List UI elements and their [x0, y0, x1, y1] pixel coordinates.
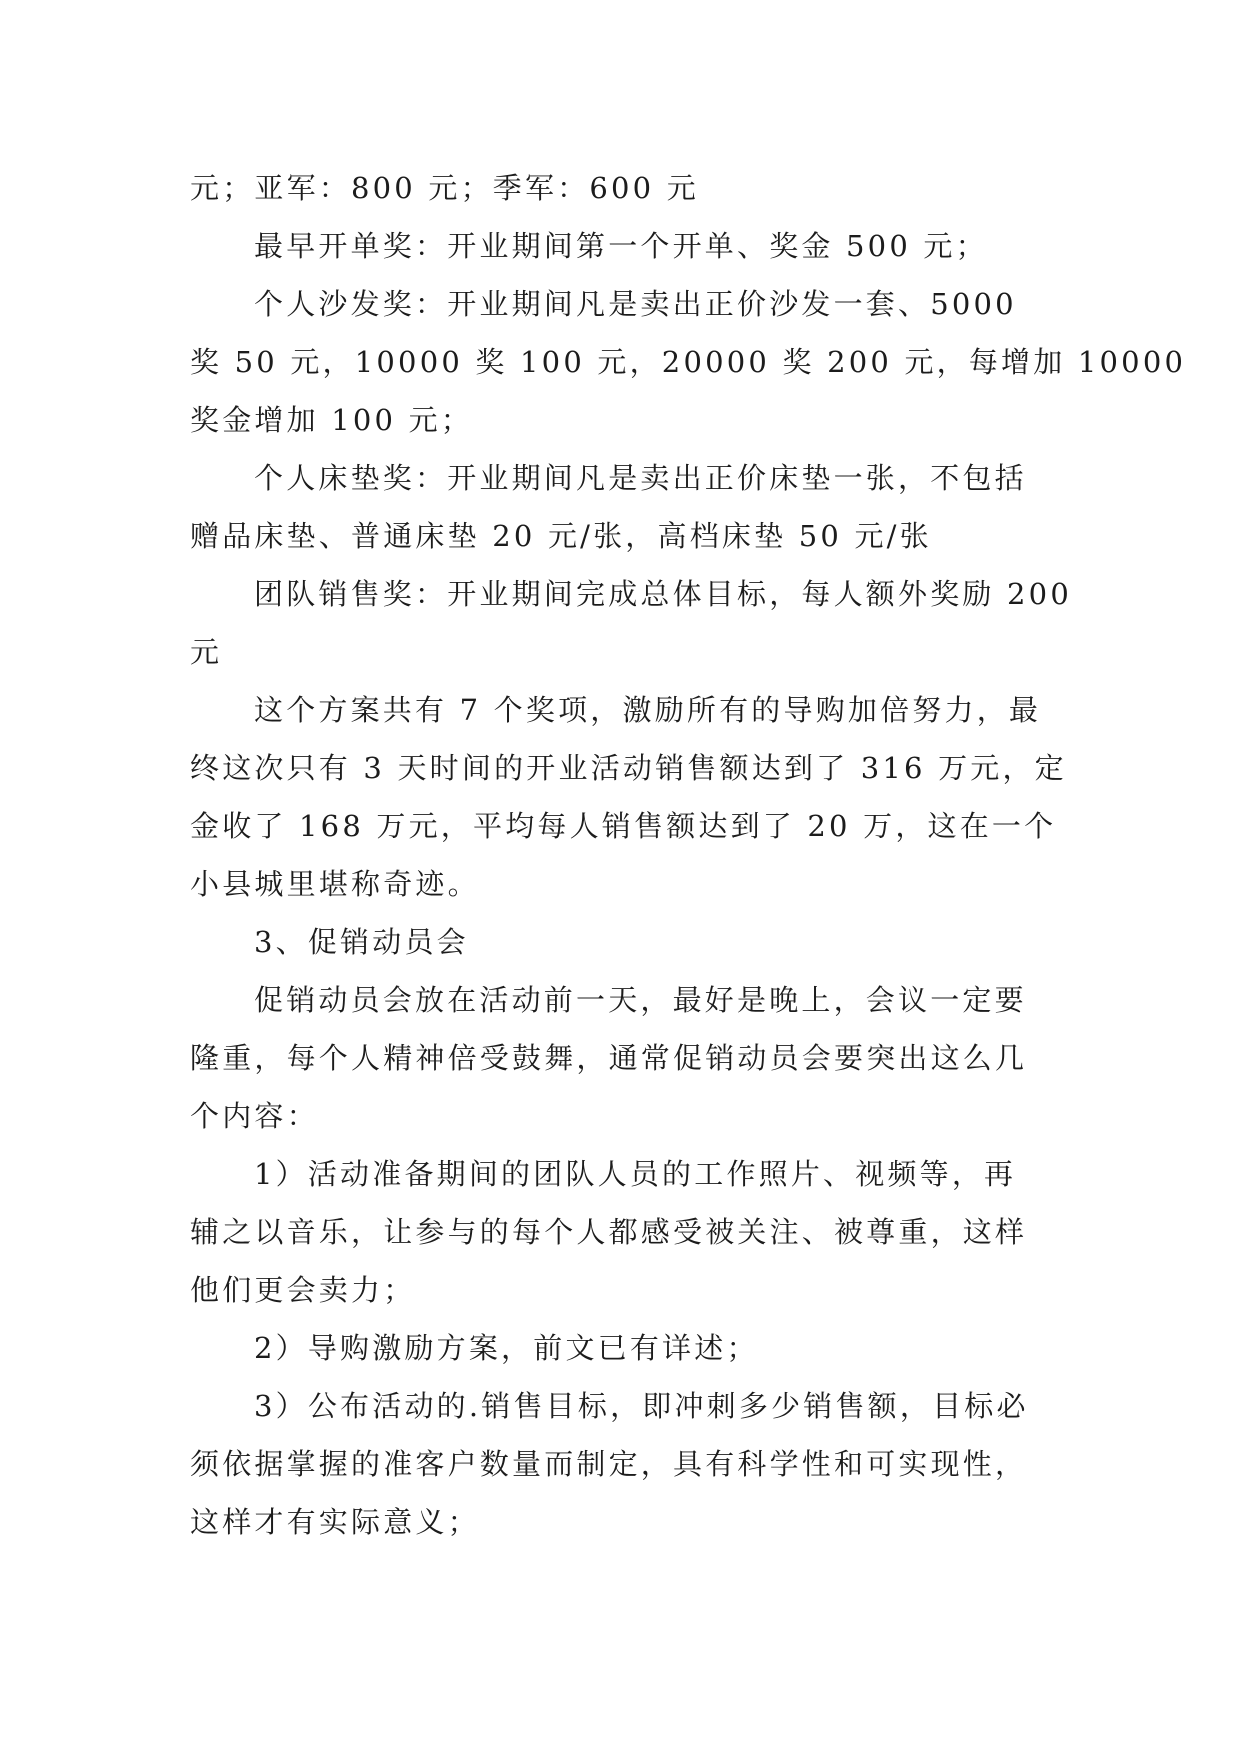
- text-line: 个人沙发奖：开业期间凡是卖出正价沙发一套、5000: [254, 287, 1017, 321]
- text-line: 元；亚军：800 元；季军：600 元: [190, 171, 699, 205]
- text-line: 个内容：: [190, 1099, 319, 1133]
- text-line: 1）活动准备期间的团队人员的工作照片、视频等，再: [254, 1157, 1017, 1191]
- text-line: 奖金增加 100 元；: [190, 403, 473, 437]
- text-line: 这样才有实际意义；: [190, 1505, 480, 1539]
- text-line: 小县城里堪称奇迹。: [190, 867, 480, 901]
- text-line: 奖 50 元，10000 奖 100 元，20000 奖 200 元，每增加 10000: [190, 345, 1187, 379]
- text-line: 元: [190, 635, 223, 669]
- text-line: 最早开单奖：开业期间第一个开单、奖金 500 元；: [254, 229, 988, 263]
- document-page: [190, 159, 1187, 1551]
- text-line: 3）公布活动的.销售目标，即冲刺多少销售额，目标必: [254, 1389, 1029, 1423]
- text-line: 促销动员会放在活动前一天，最好是晚上，会议一定要: [254, 983, 1027, 1017]
- text-line: 2）导购激励方案，前文已有详述；: [254, 1331, 759, 1365]
- text-line: 团队销售奖：开业期间完成总体目标，每人额外奖励 200: [254, 577, 1072, 611]
- text-line: 金收了 168 万元，平均每人销售额达到了 20 万，这在一个: [190, 809, 1057, 843]
- text-line: 他们更会卖力；: [190, 1273, 416, 1307]
- text-line: 个人床垫奖：开业期间凡是卖出正价床垫一张，不包括: [254, 461, 1027, 495]
- text-line: 终这次只有 3 天时间的开业活动销售额达到了 316 万元，定: [190, 751, 1067, 785]
- text-line: 隆重，每个人精神倍受鼓舞，通常促销动员会要突出这么几: [190, 1041, 1028, 1075]
- text-line: 这个方案共有 7 个奖项，激励所有的导购加倍努力，最: [254, 693, 1042, 727]
- text-line: 赠品床垫、普通床垫 20 元/张，高档床垫 50 元/张: [190, 519, 932, 553]
- text-line: 辅之以音乐，让参与的每个人都感受被关注、被尊重，这样: [190, 1215, 1028, 1249]
- text-line: 须依据掌握的准客户数量而制定，具有科学性和可实现性，: [190, 1447, 1028, 1481]
- section-heading: 3、促销动员会: [254, 925, 469, 959]
